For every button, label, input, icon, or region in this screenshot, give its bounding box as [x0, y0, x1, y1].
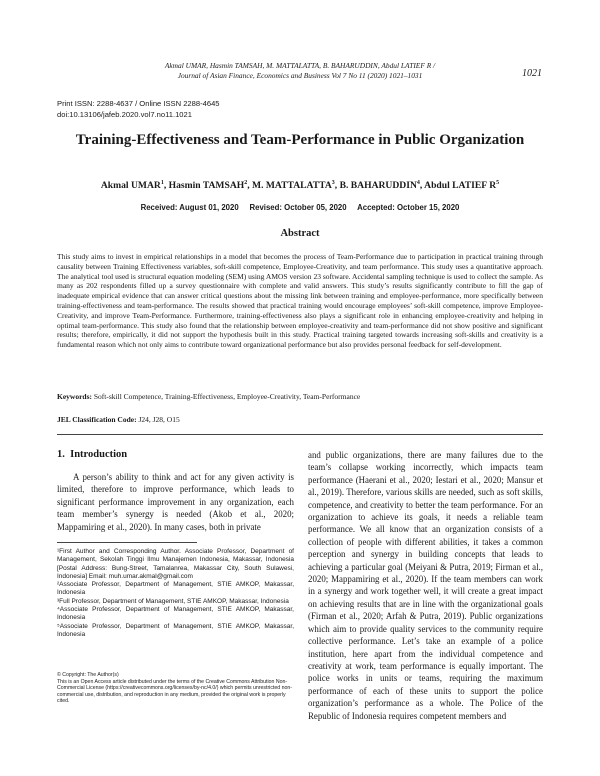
copyright-notice: [57, 672, 294, 705]
author-1: Akmal UMAR$^1$: [100, 180, 164, 192]
footnote-4: ⁴Associate Professor, Department of Management, STIE AMKOP, Makassar, Indonesia: [57, 606, 294, 622]
intro-paragraph-right: and public organizations, there are many failures due to the team’s collapse working incorrectly, which impacts team performance (Haerani et al., 2020; Iestari et al., 2020; Mansur et al., 2019). Therefore, various skills are needed, such as soft skills, competence, and creativity to better the team performance. For an organization to achieve its goals, it needs a reliable team performance. We all know that an organization consists of a collection of people with different abilities, it takes a common perception and synergy in building concepts that leads to achieving a particular goal (Meiyani & Putra, 2019; Firman et al., 2020; Mappamiring et al., 2020). If the team members can work in a synergy and work together well, it will create a great impact on achieving results that are in line with the organizational goals (Firman et al., 2020; Arfah & Putra, 2019). Public organizations which aim to provide quality services to the community require collective performance. Let’s take an example of a police institution, here apart from the individual competence and creativity at work, team performance is equally important. The police works in units or teams, requiring the maximum performance of each of these units to support the police organization’s performance as a whole. The Police of the Republic of Indonesia requires competent members and: [308, 450, 543, 721]
article-title: Training-Effectiveness and Team-Performance in Public Organization: [75, 132, 525, 148]
divider: [57, 434, 543, 435]
footnote-1: ¹First Author and Corresponding Author. Associate Professor, Department of Management, Sekolah Tinggi Ilmu Manajemen Indonesia, Makassar, Indonesia [Postal Address: Bung-Street, Tamalanrea, Makassar City, South Sulawesi, Indonesia] Email: muh.umar.akmal@gmail.com: [57, 548, 294, 580]
license-text: This is an Open Access article distributed under the terms of the Creative Commons Attribution Non-Commercial License (https://creativecommons.org/licenses/by-nc/4.0/) which permits unrestricted non-commercial use, distribution, and reproduction in any medium, provided the original work is properly cited.: [57, 678, 292, 705]
author-5: Abdul LATIEF $R^5$: [424, 180, 500, 192]
footnote-2: ²Associate Professor, Department of Management, STIE AMKOP, Makassar, Indonesia: [57, 581, 294, 597]
abstract-text: This study aims to invest in empirical relationships in a model that becomes the process of Team-Performance due to participation in practical training through causality between Training Effectiveness variables, soft-skill competence, Employee-Creativity, and team performance. This study uses a quantitative approach. The analytical tool used is structural equation modeling (SEM) using AMOS version 23 software. Accidental sampling technique is used to collect the sample. As many as 202 respondents filled up a survey questionnaire with complete and valid answers. This study’s results significantly contribute to fill the gap of inadequate empirical evidence that can answer critical questions about the missing link between training and employee-performance, more specifically between training-effectiveness and team-performance. The results showed that practical training would encourage employees’ soft-skill competence, improve Employee-Creativity, and improve Team-Performance. Furthermore, training-effectiveness also plays a significant role in enhancing employee-creativity and helping in optimal team-performance. This study also found that the relationship between employee-creativity and team-performance did not show positive and significant results; therefore, empirically, it did not support the hypothesis built in this study. Practical training targeted towards increasing soft-skills and creativity is a fundamental reason which not only aims to contribute toward organizational performance but also provides personal feedback for self-development.: [57, 252, 543, 350]
footnotes: [57, 548, 294, 639]
keywords-value: Soft-skill Competence, Training-Effectiveness, Employee-Creativity, Team-Performance: [93, 392, 361, 401]
intro-paragraph-left: A person’s ability to think and act for any given activity is limited, therefore to improve performance, which leads to significant performance improvement in any organization, each team member’s synergy is needed (Akob et al., 2020; Mappamiring et al., 2020). In many cases, both in private: [57, 472, 294, 532]
author-4: B. BAHARUDDIN$^4$: [339, 180, 420, 192]
doi[interactable]: doi:10.13106/jafeb.2020.vol7.no11.1021: [57, 109, 192, 119]
footnote-3: ³Full Professor, Department of Management, STIE AMKOP, Makassar, Indonesia: [57, 597, 289, 605]
jel-code: [57, 415, 543, 425]
copyright-line: © Copyright: The Author(s): [57, 672, 119, 678]
jel-label: JEL Classification Code:: [57, 415, 137, 424]
abstract-heading: Abstract: [280, 228, 320, 239]
footnote-5: ⁵Associate Professor, Department of Management, STIE AMKOP, Makassar, Indonesia: [57, 622, 294, 638]
keywords: [57, 392, 543, 402]
page-number: 1021: [522, 68, 542, 79]
running-head-authors: Akmal UMAR, Hasmin TAMSAH, M. MATTALATTA, B. BAHARUDDIN, Abdul LATIEF R /: [164, 61, 436, 70]
footnote-divider: [57, 542, 197, 543]
jel-value: J24, J28, O15: [138, 415, 180, 424]
section-heading-introduction: 1. Introduction: [57, 449, 128, 460]
author-list: Akmal UMAR$^1$, Hasmin TAMSAH$^2$, M. MATTALATTA$^3$, B. BAHARUDDIN$^4$, Abdul LATIEF $R^5$: [100, 180, 500, 192]
issn-block: [57, 99, 220, 120]
keywords-label: Keywords:: [57, 392, 92, 401]
running-head-journal: Journal of Asian Finance, Economics and Business Vol 7 No 11 (2020) 1021–1031: [177, 71, 423, 80]
author-2: Hasmin TAMSAH$^2$: [168, 180, 248, 192]
author-3: M. MATTALATTA$^3$: [252, 180, 335, 192]
submission-dates: Received: August 01, 2020 Revised: October 05, 2020 Accepted: October 15, 2020: [140, 203, 460, 212]
issn: Print ISSN: 2288-4637 / Online ISSN 2288-4645: [57, 99, 220, 108]
running-head: [150, 61, 450, 81]
